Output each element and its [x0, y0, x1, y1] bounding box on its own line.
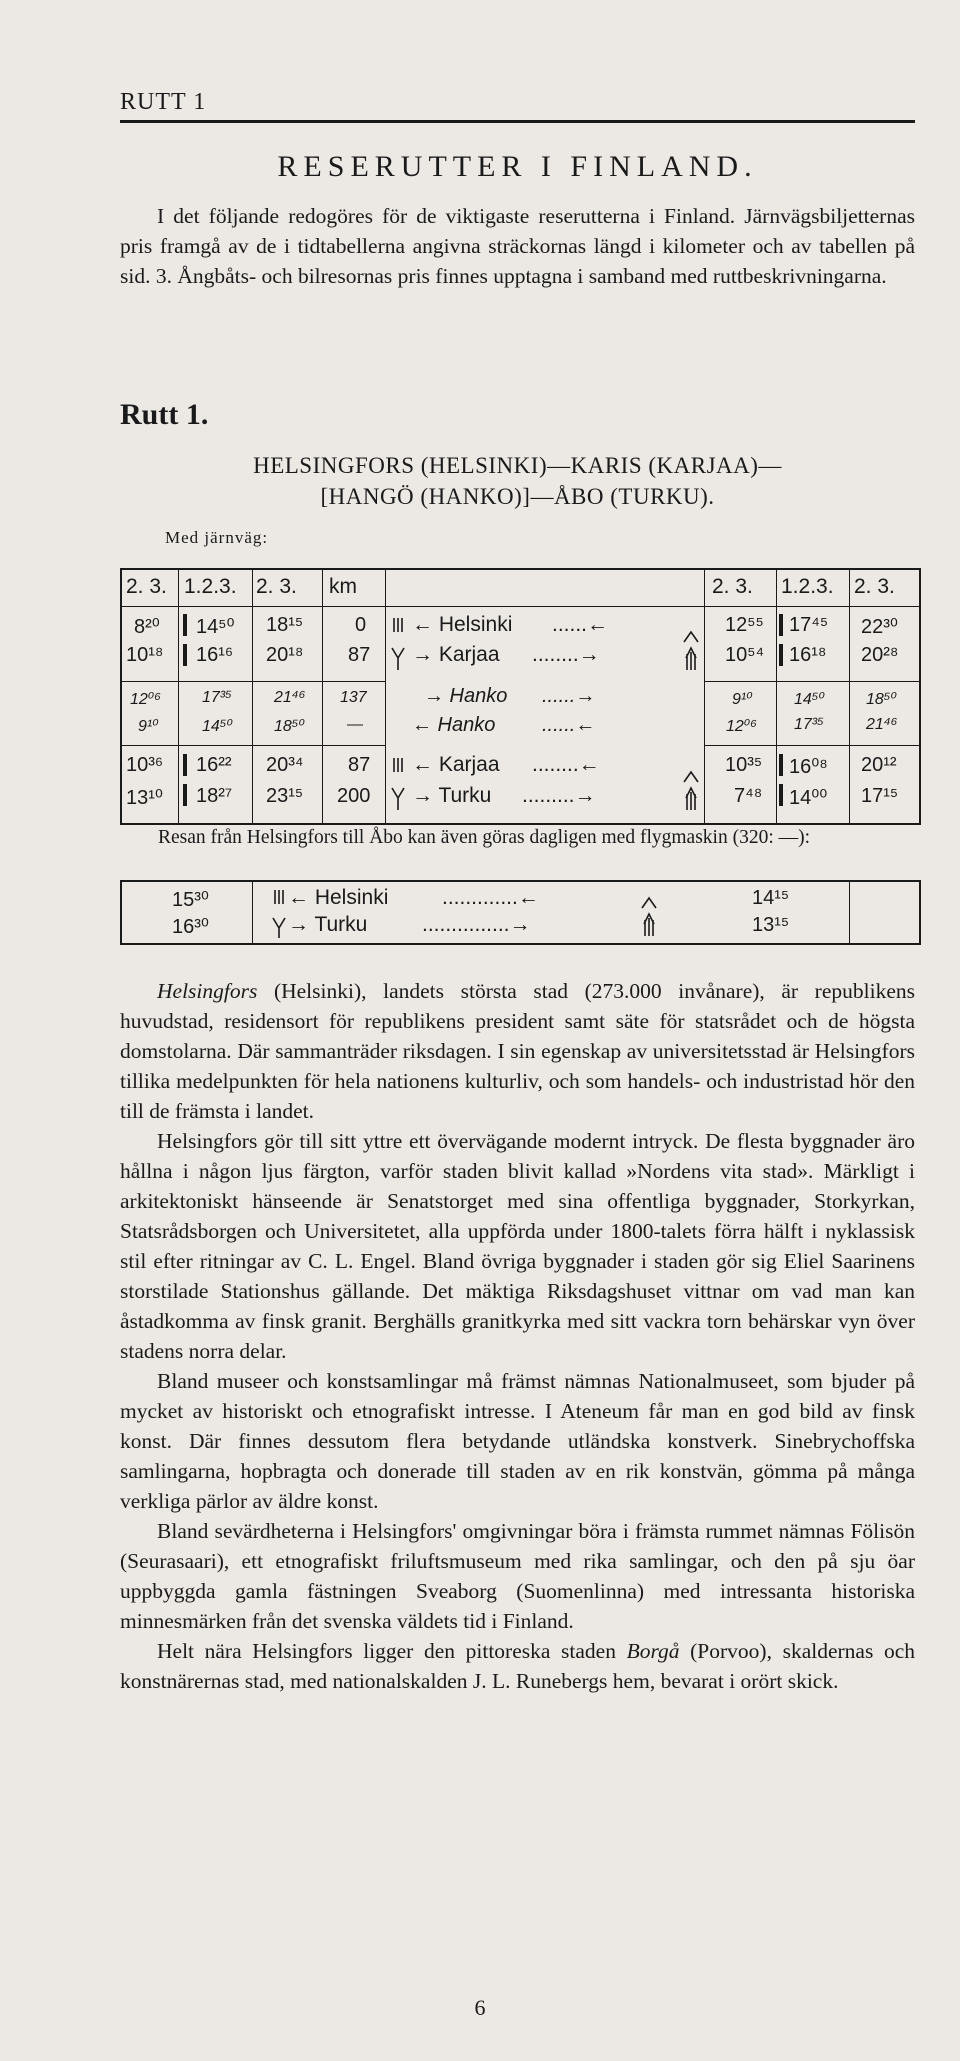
paragraph: Helsingfors gör till sitt yttre ett övervägande modernt intryck. De flesta byggnader äro hållna i någon ljus färgton, varför staden blivit kallad »Nordens vita stad». Märkligt i arkitektoniskt hänseende är Senatstorget med sina offentliga byggnader, Storkyrkan, Statsrådsborgen och Universitetet, alla uppförda under 1800-talets förra hälft i nyklassisk stil efter ritningar av C. L. Engel. Bland övriga byggnader i staden gör sig Eliel Saarinens storstilade Stationshus gällande. Det mäktiga Riksdagshuset vittnar om vad man kan åstadkomma av finsk granit. Berghälls granitkyrka med sitt vackra torn behärskar vyn över stadens norra delar. [120, 1129, 915, 1363]
station-leader: .........→ [522, 784, 596, 807]
express-marker-icon [182, 614, 188, 674]
time-cell: 21⁴⁶ [274, 689, 306, 706]
station-leader: .............← [442, 886, 539, 909]
train-timetable [120, 568, 921, 825]
header-cell: 1.2.3. [184, 575, 237, 598]
time-cell: 16²² [196, 754, 232, 776]
time-cell: 16¹⁶ [196, 644, 234, 666]
time-cell: 16¹⁸ [789, 644, 827, 666]
station-name: → Turku [412, 784, 492, 807]
time-cell: 14¹⁵ [752, 887, 790, 909]
time-cell: 23¹⁵ [266, 785, 304, 807]
km-cell: 137 [340, 689, 367, 706]
time-cell: 16³⁰ [172, 916, 209, 938]
time-cell: 9¹⁰ [138, 718, 159, 735]
time-cell: 13¹⁵ [752, 914, 790, 936]
sleeping-car-icon [682, 624, 700, 674]
route-heading: Rutt 1. [120, 398, 209, 431]
time-cell: 12⁵⁵ [725, 614, 764, 636]
paragraph: Bland sevärdheterna i Helsingfors' omgivningar böra i främsta rummet nämnas Fölisön (Seurasaari), ett etnografiskt friluftsmuseum med rika samlingar, och den på sju öar uppbyggda gamla fästningen Sveaborg (Suomenlinna) med intressanta historiska minnesmärken från det svenska väldets tid i Finland. [120, 1519, 915, 1633]
time-cell: 14⁵⁰ [202, 718, 233, 735]
express-marker-icon [778, 614, 784, 674]
time-cell: 10¹⁸ [126, 644, 164, 666]
station-name: → Hanko [424, 685, 508, 707]
station-name: ← Hanko [412, 714, 496, 736]
paragraph [120, 1636, 915, 1696]
rail-label: Med järnväg: [165, 528, 269, 547]
station-leader: ......← [552, 613, 609, 636]
station-name: ← Helsinki [412, 613, 513, 636]
time-cell: 20¹⁸ [266, 644, 304, 666]
route-title-line-2: [HANGÖ (HANKO)]—ÅBO (TURKU). [320, 484, 715, 509]
time-cell: 10⁵⁴ [725, 644, 765, 666]
running-header-label: RUTT 1 [120, 89, 207, 115]
time-cell: 17³⁵ [794, 716, 824, 733]
header-cell: 2. 3. [126, 575, 167, 598]
time-cell: 18²⁷ [196, 785, 233, 807]
dining-car-icon [389, 756, 407, 812]
flight-note: Resan från Helsingfors till Åbo kan även göras dagligen med flygmaskin (320: —): [158, 827, 811, 848]
sleeping-car-icon [640, 890, 658, 940]
km-cell: 200 [337, 785, 371, 807]
paragraph-text: (Porvoo), skaldernas och konstnärernas stad, med nationalskalden J. L. Runebergs hem, bevarat i orört skick. [120, 1639, 915, 1693]
time-cell: 14⁵⁰ [196, 616, 235, 638]
time-cell: 20²⁸ [861, 644, 899, 666]
flight-timetable [120, 880, 921, 945]
time-cell: 18⁵⁰ [866, 691, 897, 708]
time-cell: 7⁴⁸ [734, 785, 763, 807]
time-cell: 14⁵⁰ [794, 691, 825, 708]
time-cell: 18⁵⁰ [274, 718, 305, 735]
paragraph-text: Helt nära Helsingfors ligger den pittoreska staden [157, 1639, 627, 1663]
sleeping-car-icon [682, 764, 700, 814]
page-title: RESERUTTER I FINLAND. [277, 150, 758, 183]
italic-term: Helsingfors [157, 979, 258, 1003]
time-cell: 12⁰⁶ [726, 718, 757, 735]
station-leader: ........→ [532, 643, 600, 666]
time-cell: 16⁰⁸ [789, 756, 828, 778]
intro-paragraph: I det följande redogöres för de viktigaste reserutterna i Finland. Järnvägsbiljetternas pris framgå av de i tidtabellerna angivna sträckornas längd i kilometer och av tabellen på sid. 3. Ångbåts- och bilresornas pris finnes upptagna i samband med ruttbeskrivningarna. [120, 204, 915, 288]
km-cell: 87 [348, 754, 371, 776]
time-cell: 21⁴⁶ [866, 716, 898, 733]
express-marker-icon [778, 754, 784, 814]
station-leader: ......← [542, 714, 596, 736]
dining-car-icon [270, 888, 288, 940]
time-cell: 17⁴⁵ [789, 614, 829, 636]
page-number: 6 [474, 1995, 486, 2020]
time-cell: 13¹⁰ [126, 787, 163, 809]
header-cell: 2. 3. [256, 575, 297, 598]
time-cell: 10³⁶ [126, 754, 164, 776]
header-cell: 2. 3. [712, 575, 753, 598]
time-cell: 10³⁵ [725, 754, 763, 776]
km-cell: — [347, 716, 363, 733]
paragraph [120, 976, 915, 1126]
time-cell: 17¹⁵ [861, 785, 899, 807]
time-cell: 14⁰⁰ [789, 787, 828, 809]
route-title-line-1: HELSINGFORS (HELSINKI)—KARIS (KARJAA)— [253, 453, 782, 478]
station-name: ← Karjaa [412, 753, 500, 776]
time-cell: 9¹⁰ [732, 691, 753, 708]
italic-term: Borgå [626, 1639, 680, 1663]
paragraph: Bland museer och konstsamlingar må främst nämnas Nationalmuseet, som bjuder på mycket av historiskt och etnografiskt intresse. I Ateneum får man en god bild av finsk konst. Där finnes dessutom flera betydande utländska konstverk. Sinebrychoffska samlingarna, hopbragta och donerade till staden av en rik konstvän, gömma på många verkliga pärlor av äldre konst. [120, 1369, 915, 1513]
time-cell: 17³⁵ [202, 689, 232, 706]
header-cell: km [329, 575, 357, 598]
route-title [120, 450, 915, 512]
time-cell: 12⁰⁶ [130, 691, 161, 708]
time-cell: 20³⁴ [266, 754, 304, 776]
station-leader: ...............→ [422, 913, 531, 936]
station-name: → Turku [288, 913, 368, 936]
header-cell: 1.2.3. [781, 575, 834, 598]
station-leader: ........← [532, 753, 600, 776]
time-cell: 20¹² [861, 754, 897, 776]
station-leader: ......→ [542, 685, 596, 707]
km-cell: 87 [348, 644, 371, 666]
time-cell: 22³⁰ [861, 616, 898, 638]
time-cell: 15³⁰ [172, 889, 209, 911]
running-header [120, 84, 915, 123]
station-name: → Karjaa [412, 643, 500, 666]
body-text [120, 976, 915, 1696]
paragraph-text: (Helsinki), landets största stad (273.000 invånare), är republikens huvudstad, residensort för republikens president samt säte för statsrådet och de högsta domstolarna. Där sammanträder riksdagen. I sin egenskap av universitetsstad är Helsingfors tillika medelpunkten för hela nationens kulturliv, och som handels- och industristad hör den till de främsta i landet. [120, 979, 915, 1123]
dining-car-icon [389, 616, 407, 672]
header-cell: 2. 3. [854, 575, 895, 598]
time-cell: 18¹⁵ [266, 614, 304, 636]
km-cell: 0 [355, 614, 367, 636]
time-cell: 8²⁰ [134, 616, 160, 638]
express-marker-icon [182, 754, 188, 814]
station-name: ← Helsinki [288, 886, 389, 909]
